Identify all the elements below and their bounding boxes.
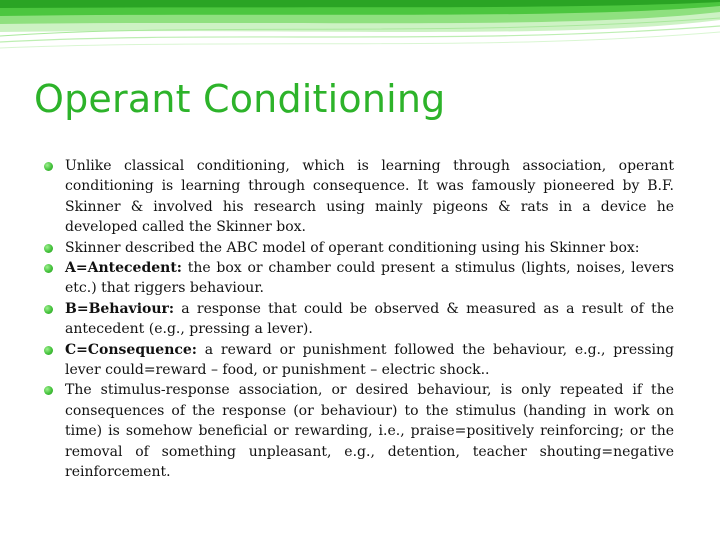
- bullet-term: B=Behaviour:: [65, 300, 175, 317]
- bullet-icon: [44, 305, 53, 314]
- page-title: Operant Conditioning: [34, 77, 446, 121]
- bullet-list: [44, 156, 674, 483]
- bullet-term: C=Consequence:: [65, 341, 197, 358]
- list-item: [44, 340, 674, 381]
- bullet-text: Unlike classical conditioning, which is learning through association, operant conditioning is learning through consequence. It was famously pioneered by B.F. Skinner & involved his research using mainly pigeons & rats in a device he developed called the Skinner box.: [65, 158, 674, 236]
- bullet-icon: [44, 264, 53, 273]
- bullet-icon: [44, 244, 53, 253]
- bullet-text: the box or chamber could present a stimulus (lights, noises, levers etc.) that riggers behaviour.: [65, 260, 674, 297]
- header-decoration: [0, 0, 720, 60]
- bullet-text: a response that could be observed & measured as a result of the antecedent (e.g., pressing a lever).: [65, 300, 674, 338]
- bullet-text: Skinner described the ABC model of operant conditioning using his Skinner box:: [65, 239, 640, 256]
- bullet-icon: [44, 346, 53, 355]
- list-item: [44, 238, 674, 258]
- list-item: [44, 258, 674, 299]
- bullet-icon: [44, 386, 53, 395]
- bullet-icon: [44, 162, 53, 171]
- bullet-term: A=Antecedent:: [65, 260, 182, 277]
- list-item: [44, 156, 674, 238]
- list-item: [44, 380, 674, 482]
- bullet-text: The stimulus-response association, or desired behaviour, is only repeated if the consequences of the response (or behaviour) to the stimulus (handing in work on time) is somehow beneficial or rewarding, i.e., praise=positively reinforcing; or the removal of something unpleasant, e.g., detention, teacher shouting=negative reinforcement.: [65, 382, 674, 481]
- bullet-text: a reward or punishment followed the behaviour, e.g., pressing lever could=reward – food, or punishment – electric shock..: [65, 341, 674, 379]
- list-item: [44, 299, 674, 340]
